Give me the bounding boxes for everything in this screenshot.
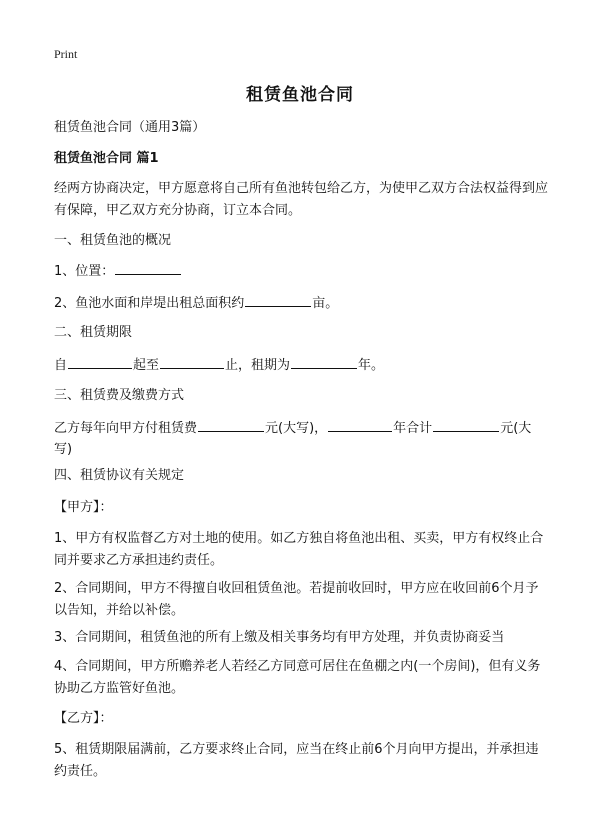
s1-item-location: [54, 260, 550, 283]
s2-end: 止，租期为: [225, 358, 291, 373]
location-blank: [115, 260, 181, 275]
s2-term-line: [54, 354, 550, 377]
party-a-clause-4: 4、合同期间，甲方所赡养老人若经乙方同意可居住在鱼棚之内(一个房间)，但有义务协助乙方监管好鱼池。: [54, 659, 541, 696]
party-a-clause-1: 1、甲方有权监督乙方对土地的使用。如乙方独自将鱼池出租、买卖，甲方有权终止合同并要求乙方承担违约责任。: [54, 531, 544, 568]
intro-paragraph: 经两方协商决定，甲方愿意将自己所有鱼池转包给乙方，为使甲乙双方合法权益得到应有保障，甲乙双方充分协商，订立本合同。: [54, 181, 549, 218]
s3-text-a: 乙方每年向甲方付租赁费: [54, 421, 198, 436]
party-b-clause-5: 5、租赁期限届满前，乙方要求终止合同，应当在终止前6个月向甲方提出，并承担违约责任。: [54, 742, 539, 779]
area-blank: [245, 292, 311, 307]
party-b-label: 【乙方】：: [54, 711, 113, 726]
party-a-clause-3: 3、合同期间，租赁鱼池的所有上缴及相关事务均有甲方处理，并负责协商妥当: [54, 630, 505, 645]
s1-item-area: [54, 292, 550, 315]
s3-text-b: 元(大写)，: [265, 421, 328, 436]
s2-heading: 二、租赁期限: [54, 325, 133, 340]
start-date-blank: [68, 354, 132, 369]
s3-text-c: 年合计: [393, 421, 433, 436]
s1-heading: 一、租赁鱼池的概况: [54, 233, 172, 248]
s2-from: 自: [54, 358, 68, 373]
s2-to: 起至: [133, 358, 160, 373]
s1-item2-label: 2、鱼池水面和岸堤出租总面积约: [54, 296, 245, 311]
section-heading: 租赁鱼池合同 篇1: [54, 151, 159, 166]
s4-heading: 四、租赁协议有关规定: [54, 468, 185, 483]
s1-item2-unit: 亩。: [312, 296, 339, 311]
fee-blank-1: [198, 417, 264, 432]
fee-blank-3: [433, 417, 499, 432]
s1-item1-label: 1、位置：: [54, 264, 115, 279]
s3-text-d: 元(大: [500, 421, 532, 436]
end-date-blank: [160, 354, 224, 369]
fee-blank-2: [328, 417, 392, 432]
s3-heading: 三、租赁费及缴费方式: [54, 388, 185, 403]
term-years-blank: [291, 354, 357, 369]
s3-fee-line: [54, 417, 550, 440]
document-title: 租赁鱼池合同: [246, 85, 354, 105]
print-link[interactable]: Print: [54, 47, 78, 61]
party-a-clause-2: 2、合同期间，甲方不得擅自收回租赁鱼池。若提前收回时，甲方应在收回前6个月予以告知，并给以补偿。: [54, 581, 539, 618]
party-a-label: 【甲方】：: [54, 500, 113, 515]
s3-fee-line-cont: 写): [54, 442, 73, 457]
document-subtitle: 租赁鱼池合同（通用3篇）: [54, 120, 206, 135]
s2-years: 年。: [358, 358, 385, 373]
